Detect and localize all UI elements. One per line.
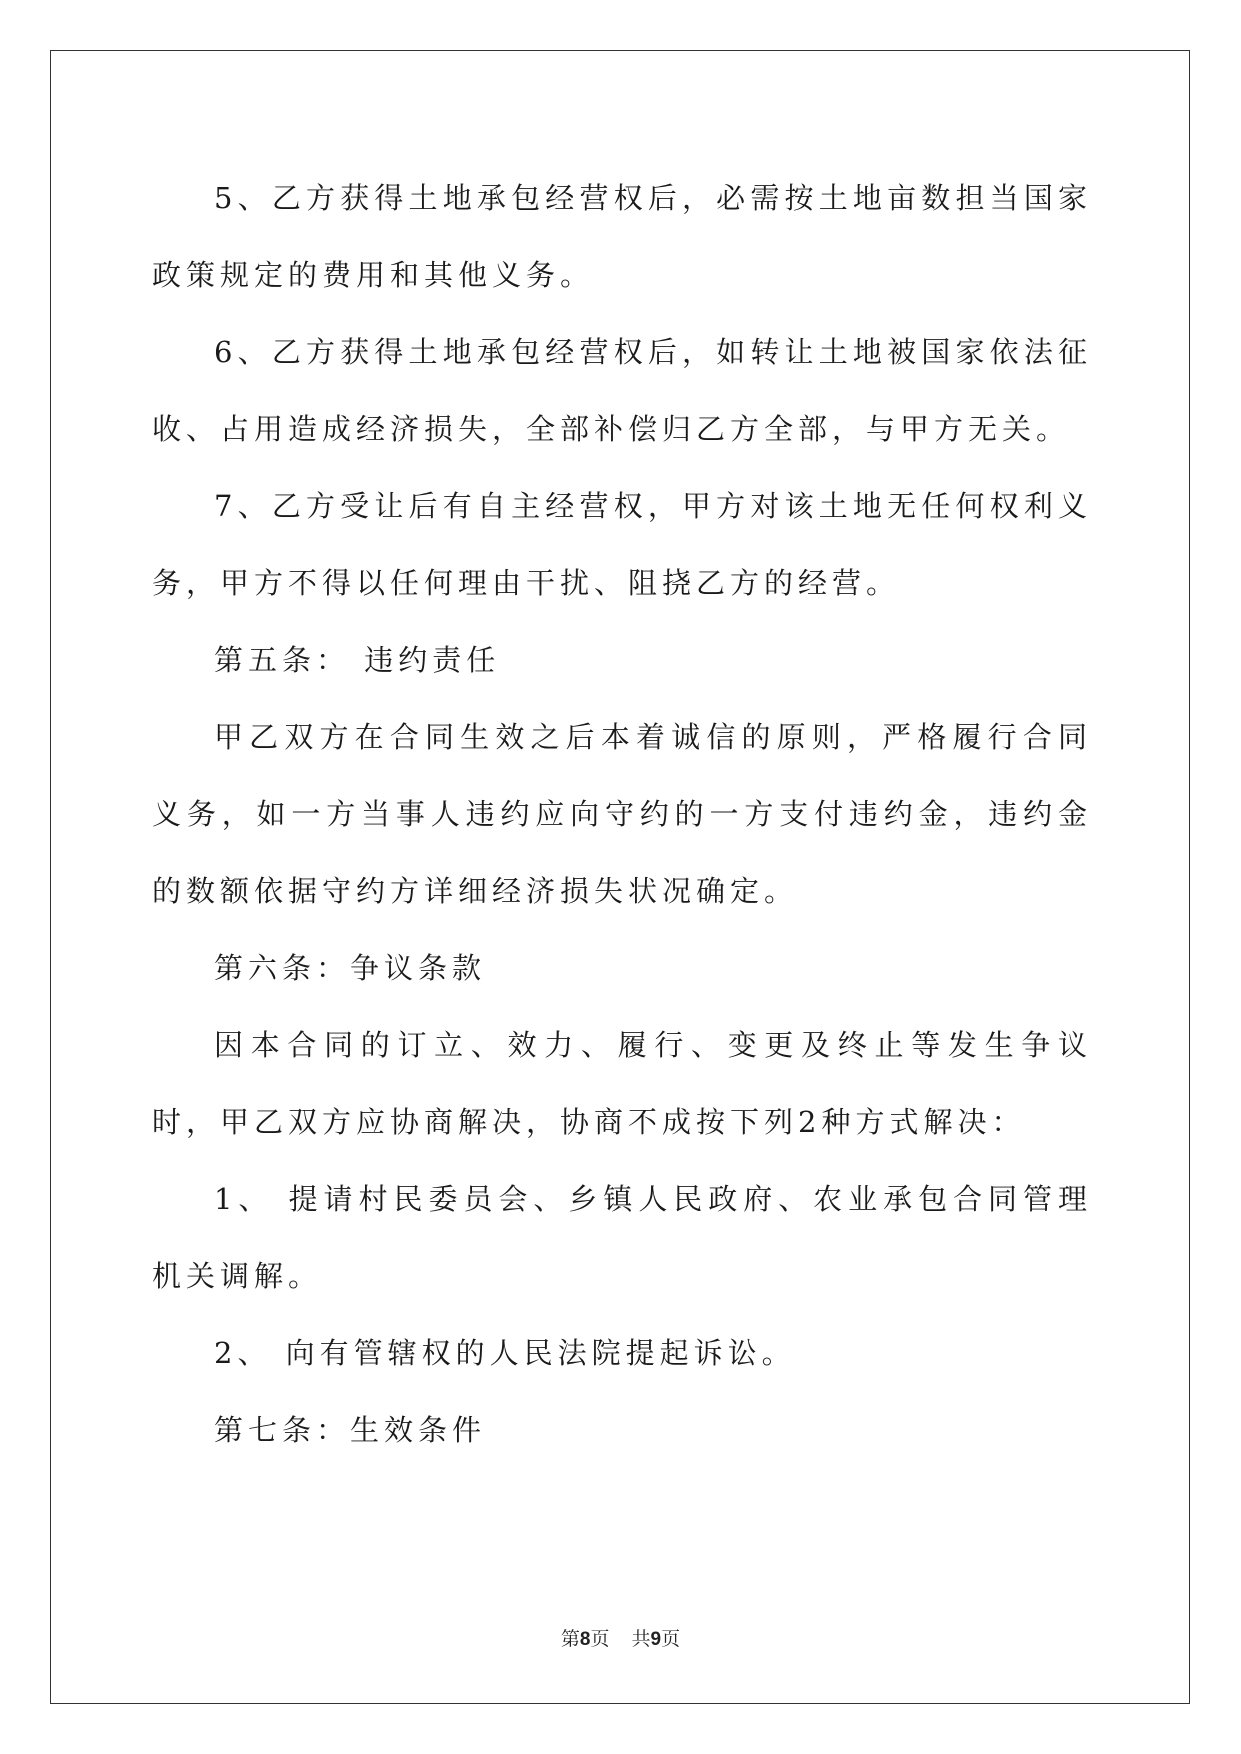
total-pages-suffix: 页	[661, 1628, 681, 1650]
page-number-suffix: 页	[590, 1628, 610, 1650]
article-5-body: 甲乙双方在合同生效之后本着诚信的原则，严格履行合同义务，如一方当事人违约应向守约的一方支付违约金，违约金的数额依据守约方详细经济损失状况确定。	[152, 720, 1092, 908]
article-5-heading: 第五条： 违约责任	[214, 643, 501, 677]
clause-7-paragraph: 7、乙方受让后有自主经营权，甲方对该土地无任何权利义务，甲方不得以任何理由干扰、阻挠乙方的经营。	[152, 489, 1092, 600]
page-footer	[0, 1624, 1241, 1651]
total-page-count: 9	[650, 1629, 662, 1650]
current-page-number: 8	[579, 1629, 591, 1650]
article-7-heading: 第七条：生效条件	[214, 1413, 487, 1447]
article-6-heading: 第六条：争议条款	[214, 951, 487, 985]
option-2-paragraph: 2、 向有管辖权的人民法院提起诉讼。	[214, 1336, 796, 1370]
clause-5-paragraph: 5、乙方获得土地承包经营权后，必需按土地亩数担当国家政策规定的费用和其他义务。	[152, 181, 1092, 292]
clause-6-paragraph: 6、乙方获得土地承包经营权后，如转让土地被国家依法征收、占用造成经济损失，全部补偿归乙方全部，与甲方无关。	[152, 335, 1092, 446]
article-6-body: 因本合同的订立、效力、履行、变更及终止等发生争议时，甲乙双方应协商解决，协商不成按下列2种方式解决：	[152, 1028, 1092, 1139]
page-number-prefix: 第	[560, 1628, 580, 1650]
total-pages-prefix: 共	[631, 1628, 651, 1650]
document-body	[152, 160, 1092, 1469]
option-1-paragraph: 1、 提请村民委员会、乡镇人民政府、农业承包合同管理机关调解。	[152, 1182, 1092, 1293]
